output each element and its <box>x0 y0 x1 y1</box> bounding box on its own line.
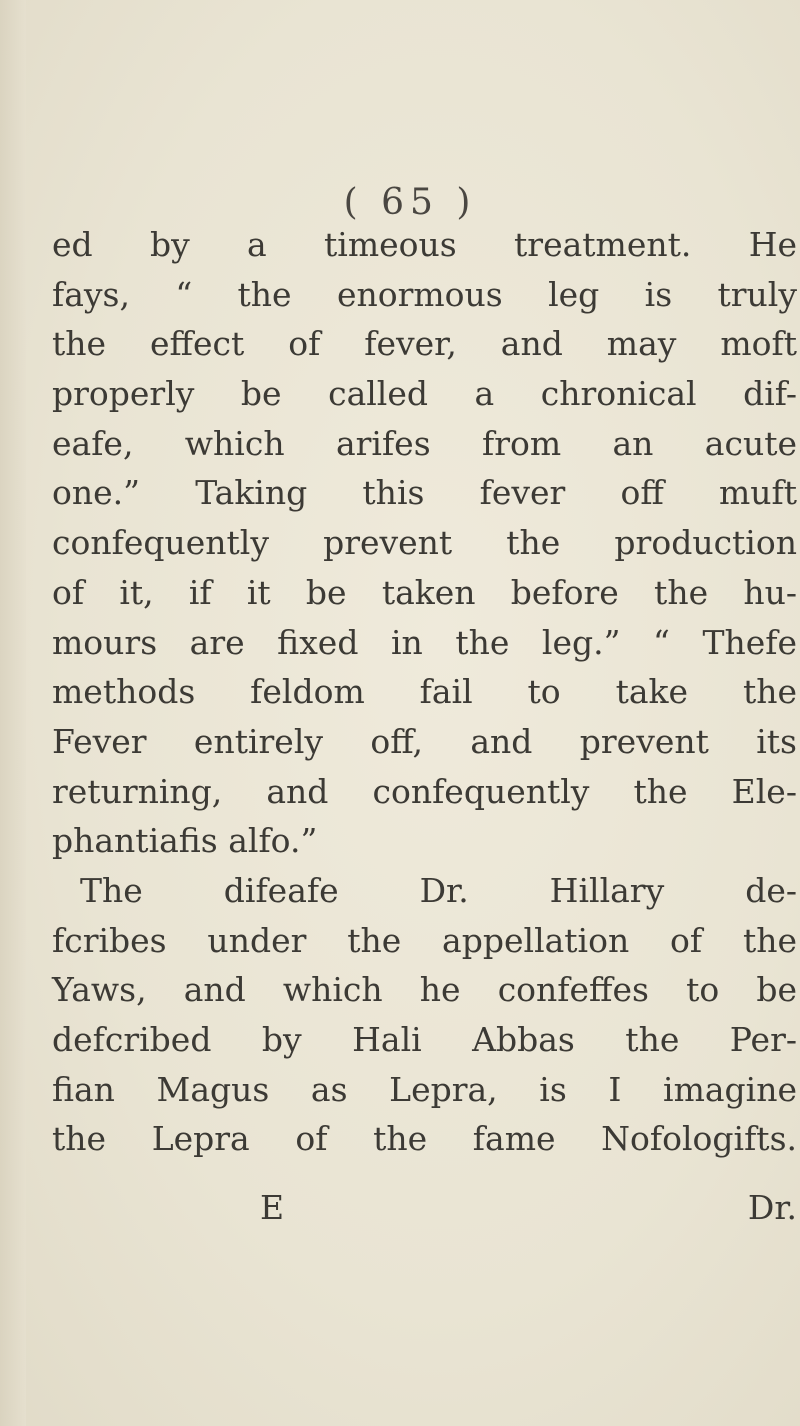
text-line: fcribes under the appellation of the <box>52 920 797 960</box>
text-line: fian Magus as Lepra, is I imagine <box>52 1069 797 1109</box>
text-line: defcribed by Hali Abbas the Per- <box>52 1020 797 1059</box>
text-line: properly be called a chronical dif- <box>52 374 797 414</box>
text-line: the effect of fever, and may moft <box>52 324 797 364</box>
text-line: returning, and confequently the Ele- <box>52 771 797 811</box>
page-number: ( 65 ) <box>343 182 477 223</box>
text-line: fays, “ the enormous leg is truly <box>52 274 797 314</box>
body-text <box>52 220 797 1164</box>
text-line: of it, if it be taken before the hu- <box>52 572 797 612</box>
text-line: ed by a timeous treatment. He <box>52 225 797 264</box>
signature-mark: E <box>260 1188 285 1227</box>
text-line: The difeafe Dr. Hillary de- <box>80 870 797 910</box>
text-line: confequently prevent the production <box>52 523 797 563</box>
page-footer <box>52 1183 797 1233</box>
catchword: Dr. <box>747 1188 797 1227</box>
text-line: one.” Taking this fever off muft <box>52 473 797 513</box>
text-line: phantiafis alfo.” <box>52 821 318 861</box>
text-line: Yaws, and which he confeffes to be <box>52 970 797 1010</box>
text-line: mours are fixed in the leg.” “ Thefe <box>52 622 797 662</box>
text-line: methods feldom fail to take the <box>52 672 797 712</box>
text-line: the Lepra of the fame Nofologifts. <box>52 1119 797 1159</box>
text-line: eafe, which arifes from an acute <box>52 423 797 463</box>
text-line: Fever entirely off, and prevent its <box>52 721 797 761</box>
